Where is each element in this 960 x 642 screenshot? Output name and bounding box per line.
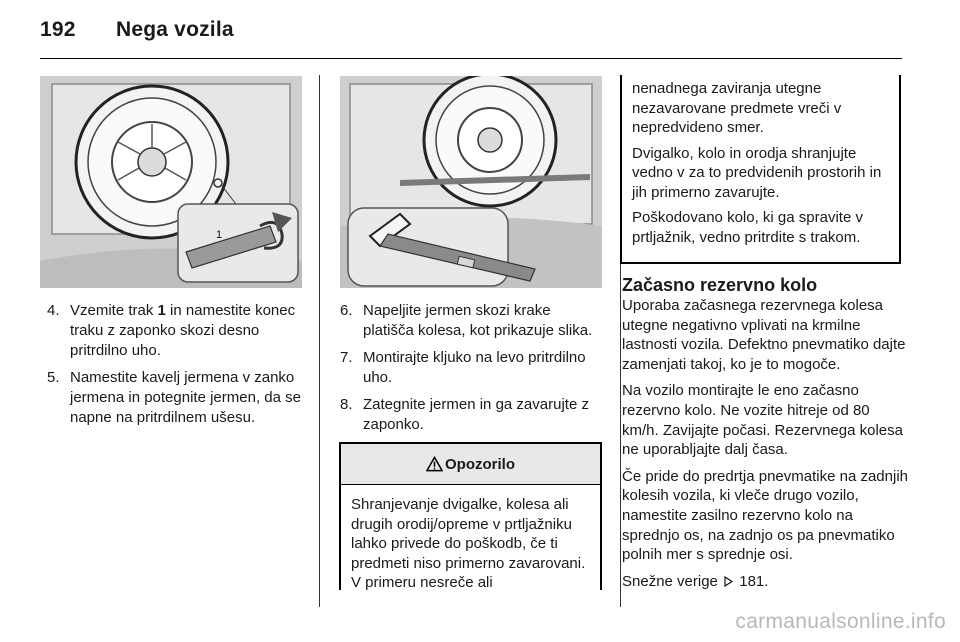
callout-ref: 1 xyxy=(157,302,166,319)
section-paragraph: Uporaba začasnega rezervnega kolesa utegne negativno vplivati na krmilne lastnosti vozila. Defektno pnevmatiko dajte zamenjati takoj, ko je to mogoče. xyxy=(622,297,906,373)
page-number: 192 xyxy=(40,18,76,41)
reference-label: Snežne verige xyxy=(622,572,718,590)
warning-text: Shranjevanje dvigalke, kolesa ali drugih orodij/opreme v prtljažniku lahko privede do poškodb, če ti predmeti niso primerno zavarovani. V primeru nesreče ali xyxy=(351,496,586,591)
step-text: Zategnite jermen in ga zavarujte z zaponko. xyxy=(363,396,589,433)
step-text: Namestite kavelj jermena v zanko jermena in potegnite jermen, da se napne na pritrdilnem ušesu. xyxy=(70,369,301,426)
step-number: 5. xyxy=(47,369,60,386)
section-title: Začasno rezervno kolo xyxy=(622,275,818,295)
figure-spare-wheel-hook xyxy=(340,76,602,288)
step-number: 6. xyxy=(340,302,353,319)
section-paragraph: Če pride do predrtja pnevmatike na zadnjih kolesih vozila, ki vleče drugo vozilo, namestite zasilno rezervno kolo na sprednjo os, na zadnjo os pa pnevmatiko polnih mer s sprednje osi. xyxy=(622,467,909,564)
middle-steps-list xyxy=(340,301,605,442)
step-number: 4. xyxy=(47,302,60,319)
warning-cont-body xyxy=(622,75,899,247)
warning-cont-paragraph: Dvigalko, kolo in orodja shranjujte vedno v za to predvidenih prostorih in jih primerno zavarujte. xyxy=(632,144,882,201)
warning-body xyxy=(341,485,600,593)
reference-page: 181. xyxy=(739,572,769,590)
spare-wheel-hook-illustration xyxy=(340,76,602,288)
spare-wheel-strap-illustration xyxy=(40,76,302,288)
step-number: 7. xyxy=(340,349,353,366)
watermark: carmanualsonline.info xyxy=(735,610,946,633)
warning-cont-paragraph: Poškodovano kolo, ki ga spravite v prtljažnik, vedno pritrdite s trakom. xyxy=(632,209,863,246)
page-header xyxy=(40,18,234,42)
header-rule xyxy=(40,58,902,59)
page-reference-arrow-icon xyxy=(724,576,733,587)
cross-reference[interactable] xyxy=(622,572,908,592)
column-divider-left xyxy=(319,75,320,607)
step-text: Montirajte kljuko na levo pritrdilno uho. xyxy=(363,349,586,386)
warning-box xyxy=(339,442,602,590)
step-text-post: in namestite konec traku z zaponko skozi desno pritrdilno uho. xyxy=(70,302,296,359)
step-text: Napeljite jermen skozi krake platišča kolesa, kot prikazuje slika. xyxy=(363,302,593,339)
list-item xyxy=(340,395,605,435)
warning-header xyxy=(341,444,600,485)
section-body xyxy=(622,296,908,598)
list-item xyxy=(340,348,605,388)
warning-box-continued xyxy=(620,75,901,264)
page-title: Nega vozila xyxy=(116,18,234,41)
warning-triangle-icon xyxy=(426,456,443,472)
warning-cont-paragraph: nenadnega zaviranja utegne nezavarovane predmete vreči v nepredvideno smer. xyxy=(632,80,842,136)
left-steps-list xyxy=(47,301,301,435)
figure-spare-wheel-strap xyxy=(40,76,302,288)
list-item xyxy=(47,301,301,361)
svg-text:1: 1 xyxy=(216,229,223,241)
step-text-pre: Vzemite trak xyxy=(70,302,158,319)
step-number: 8. xyxy=(340,396,353,413)
list-item xyxy=(340,301,605,341)
warning-title: Opozorilo xyxy=(445,455,515,473)
section-paragraph: Na vozilo montirajte le eno začasno rezervno kolo. Ne vozite hitreje od 80 km/h. Zavijajte počasi. Rezervnega kolesa ne uporabljajte dalj časa. xyxy=(622,382,903,459)
list-item xyxy=(47,368,301,428)
